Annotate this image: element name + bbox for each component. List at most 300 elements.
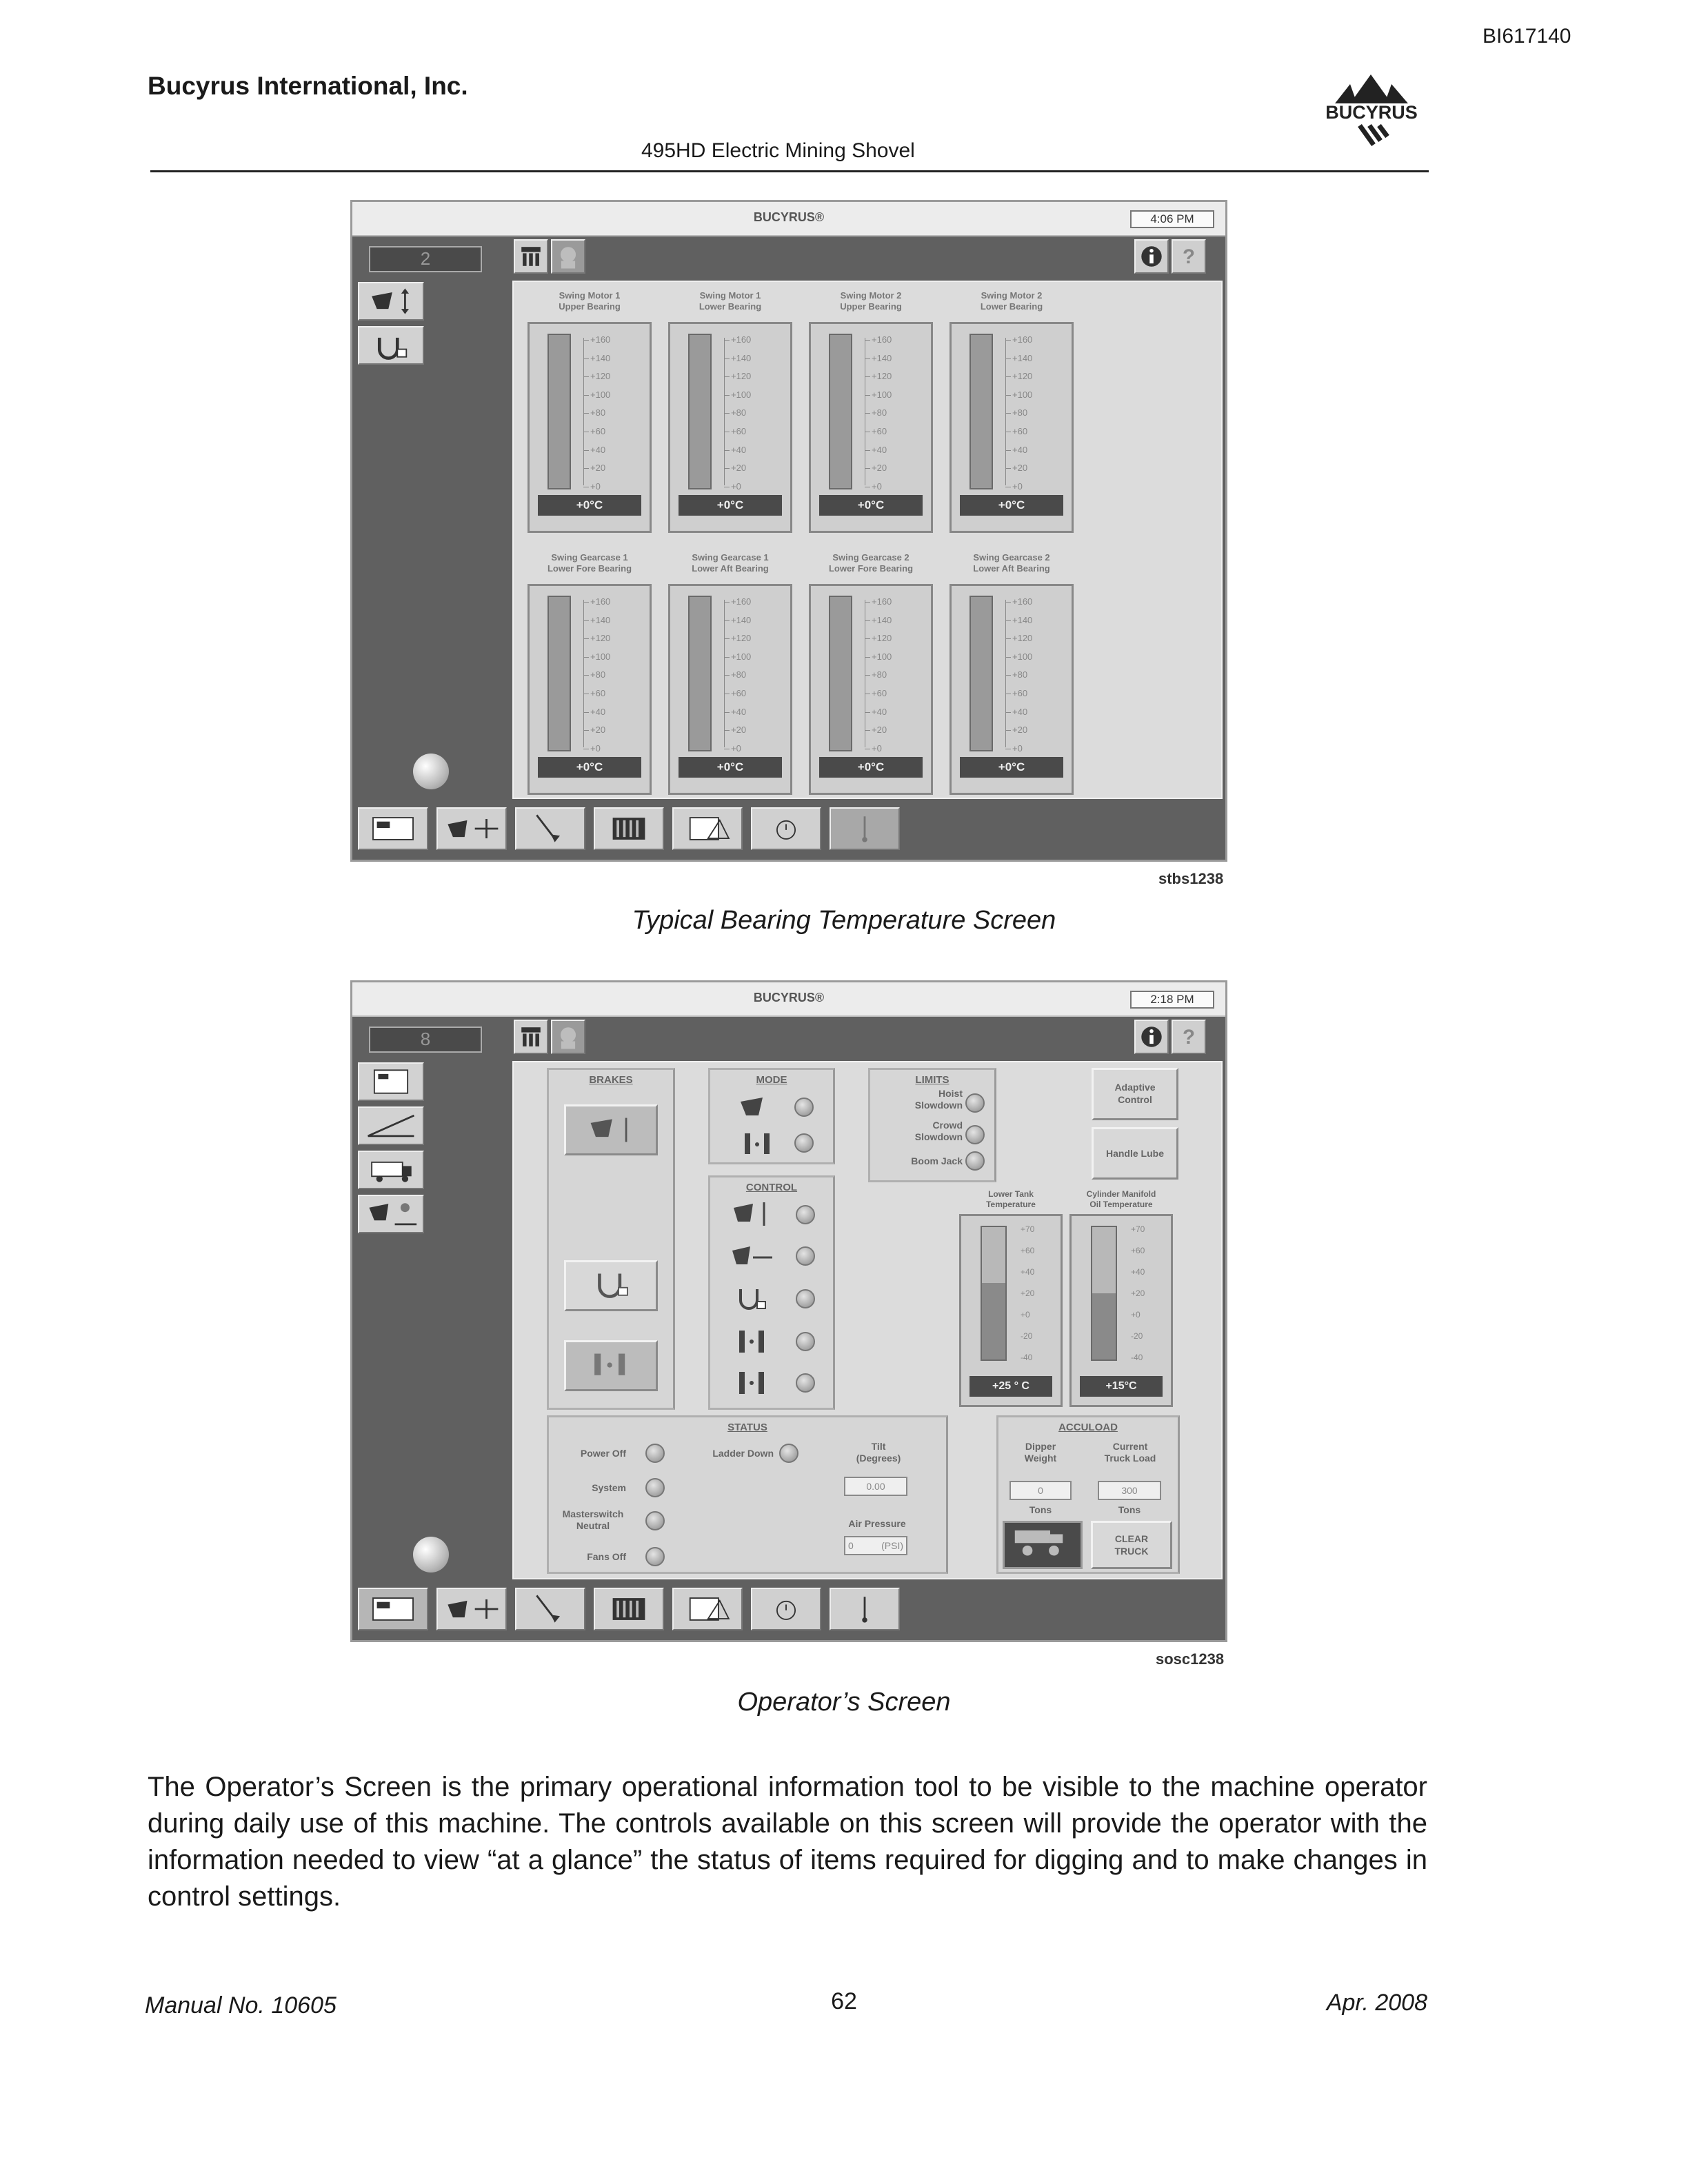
gauge-tick-label: +140 (731, 614, 752, 625)
bearing-gauge (668, 286, 792, 538)
gauge-scale-line (724, 338, 725, 485)
gauge-tick-mark (1005, 712, 1011, 713)
gauge-tick-label: +160 (731, 334, 752, 345)
trend-button[interactable] (672, 1588, 743, 1630)
gauge-tick-label: +80 (590, 407, 606, 418)
gauge-title: Swing Motor 1 Lower Bearing (699, 290, 762, 312)
gauge-tick-label: -40 (1131, 1353, 1143, 1362)
system-label: System (592, 1482, 626, 1493)
dipper-tons-label: Tons (1029, 1504, 1052, 1515)
screen-number-display: 8 (369, 1027, 482, 1053)
gauge-title: Cylinder Manifold Oil Temperature (1086, 1189, 1156, 1209)
motion-button[interactable] (436, 807, 507, 850)
bearing-gauge (668, 548, 792, 800)
air-pressure-number: 0 (848, 1540, 854, 1551)
gauge-bar (547, 596, 571, 751)
timer-button[interactable] (751, 807, 821, 850)
gauge-tick-mark (583, 638, 589, 639)
alarm-light (413, 754, 449, 789)
gauge-tick-label: +40 (590, 706, 606, 717)
operator-face-icon[interactable] (551, 239, 585, 274)
figure2-caption: Operator’s Screen (737, 1688, 951, 1717)
gauge-tick-mark (724, 468, 730, 469)
gauge-tick-label: +120 (590, 633, 611, 644)
gauge-tick-label: +20 (1012, 725, 1028, 736)
gauge-tick-label: +160 (1012, 596, 1033, 607)
gauge-tick-label: +160 (1012, 334, 1033, 345)
masterswitch-label: Masterswitch Neutral (562, 1508, 624, 1531)
gauge-scale-line (583, 338, 584, 485)
gauge-tick-mark (724, 376, 730, 377)
gauge-tick-label: -20 (1021, 1331, 1033, 1341)
gauge-tick-label: +40 (731, 444, 747, 455)
bottom-toolbar (352, 1581, 1225, 1640)
status-heading: STATUS (727, 1422, 767, 1433)
ramp-button[interactable] (358, 1106, 424, 1145)
help-button[interactable] (1172, 239, 1206, 274)
bearing-temperature-screen (350, 200, 1227, 862)
gauge-tick-label: +40 (1012, 706, 1028, 717)
limits-heading: LIMITS (915, 1074, 950, 1086)
gauge-bar (688, 596, 712, 751)
gauge-tick-label: +120 (872, 371, 892, 382)
gauge-bar (981, 1226, 1007, 1361)
gauge-tick-mark (583, 376, 589, 377)
gauge-tick-label: +20 (1131, 1288, 1145, 1298)
gauge-tick-mark (865, 730, 870, 731)
control-boom-indicator[interactable] (796, 1373, 815, 1393)
gauge-tick-mark (865, 602, 870, 603)
gauge-tick-mark (865, 468, 870, 469)
truck-button[interactable] (358, 1151, 424, 1189)
gauge-frame (668, 584, 792, 795)
gauge-title: Swing Gearcase 2 Lower Fore Bearing (828, 552, 914, 574)
gauge-tick-mark (865, 657, 870, 658)
timer-button[interactable] (751, 1588, 821, 1630)
gauge-tick-label: +140 (1012, 614, 1033, 625)
control-swing-icon (730, 1284, 774, 1315)
gauge-bar (547, 334, 571, 489)
display-button[interactable] (358, 1062, 424, 1101)
power-off-indicator (645, 1444, 665, 1463)
gauge-tick-label: +80 (872, 407, 887, 418)
status-box (547, 1415, 948, 1574)
home-button[interactable] (514, 239, 548, 274)
gauge-tick-label: +120 (731, 371, 752, 382)
gauge-tick-label: +0 (1131, 1310, 1141, 1320)
gauge-tick-label: +40 (590, 444, 606, 455)
gauge-reading: +25 ° C (969, 1376, 1052, 1397)
crowd-slowdown-label: Crowd Slowdown (914, 1120, 963, 1142)
gauge-tick-label: +0 (590, 481, 601, 492)
brake-swing-button[interactable] (564, 1260, 658, 1311)
handle-lube-button[interactable]: Handle Lube (1092, 1127, 1178, 1180)
gauge-reading: +0°C (679, 757, 782, 778)
gauge-tick-label: +0 (1012, 481, 1023, 492)
control-box (708, 1175, 835, 1410)
accuload-box (996, 1415, 1180, 1574)
clear-truck-button[interactable]: CLEAR TRUCK (1091, 1521, 1172, 1569)
body-paragraph: The Operator’s Screen is the primary operational information tool to be visible to the machine operator during daily use of this machine. The controls available on this screen will provide the operator with the information needed to view “at a glance” the status of items required for digging and to make changes in control settings. (148, 1772, 1427, 1912)
gauge-tick-label: +60 (590, 688, 606, 698)
lower-tank-temperature-gauge (959, 1189, 1063, 1410)
header-rule (150, 170, 1429, 172)
gauge-tick-label: +60 (1131, 1246, 1145, 1255)
gauge-reading: +15°C (1080, 1376, 1163, 1397)
gauge-tick-mark (865, 450, 870, 451)
gauge-tick-label: +140 (590, 352, 611, 363)
gauge-title: Swing Gearcase 2 Lower Aft Bearing (973, 552, 1050, 574)
gauge-tick-mark (583, 675, 589, 676)
gauge-tick-mark (865, 358, 870, 359)
gauge-tick-label: +100 (590, 651, 611, 662)
gauge-tick-label: +140 (872, 352, 892, 363)
ladder-down-indicator (779, 1444, 798, 1463)
bars-button[interactable] (594, 807, 664, 850)
mode-crowd-icon (735, 1128, 779, 1160)
screen-title-bar (352, 202, 1225, 236)
gauge-tick-label: +120 (1012, 371, 1033, 382)
control-boom-icon (730, 1368, 774, 1399)
gauge-tick-label: +20 (1012, 463, 1028, 474)
gauge-frame (528, 584, 652, 795)
control-swing-indicator[interactable] (796, 1289, 815, 1308)
gauge-tick-label: +70 (1131, 1224, 1145, 1234)
accuload-truck-button[interactable] (1003, 1521, 1083, 1569)
gauge-tick-label: +60 (1021, 1246, 1035, 1255)
gauge-tick-mark (1005, 657, 1011, 658)
gauge-tick-mark (1005, 358, 1011, 359)
gauge-tick-label: +100 (872, 651, 892, 662)
limits-box (868, 1068, 996, 1182)
hoist-slowdown-indicator (965, 1093, 985, 1113)
temperature-button[interactable] (830, 1588, 900, 1630)
gauge-tick-label: +40 (872, 706, 887, 717)
operator-face-icon[interactable] (551, 1020, 585, 1054)
gauge-tick-label: +100 (872, 389, 892, 400)
gauge-tick-mark (583, 620, 589, 621)
gauge-tick-label: +160 (872, 596, 892, 607)
gauge-title: Swing Motor 2 Upper Bearing (840, 290, 902, 312)
gauge-tick-mark (583, 340, 589, 341)
gauge-tick-label: +0 (731, 481, 741, 492)
gauge-tick-label: +40 (872, 444, 887, 455)
gauge-tick-mark (724, 730, 730, 731)
gauge-title: Swing Motor 2 Lower Bearing (980, 290, 1043, 312)
bearing-gauge (528, 286, 652, 538)
gauge-tick-mark (865, 675, 870, 676)
gauge-tick-mark (724, 395, 730, 396)
gauge-frame (668, 322, 792, 533)
gauge-tick-label: +20 (731, 725, 747, 736)
gauge-tick-label: +70 (1021, 1224, 1035, 1234)
gauge-tick-mark (724, 620, 730, 621)
clock-display: 4:06 PM (1130, 210, 1214, 228)
gauge-tick-label: +20 (590, 463, 606, 474)
gauge-scale-line (724, 600, 725, 747)
system-indicator (645, 1478, 665, 1497)
operator-screen-button[interactable] (358, 1588, 428, 1630)
gauge-tick-label: +140 (872, 614, 892, 625)
crowd-slowdown-indicator (965, 1125, 985, 1144)
gauge-tick-mark (1005, 675, 1011, 676)
bearing-gauge (528, 548, 652, 800)
gauge-fill (982, 1283, 1005, 1359)
gauge-tick-mark (583, 395, 589, 396)
gauge-tick-label: +60 (731, 426, 747, 436)
dipper-motion-button[interactable] (358, 1195, 424, 1233)
gauge-tick-label: +0 (590, 742, 601, 754)
gauge-tick-label: +60 (1012, 426, 1028, 436)
gauge-tick-label: +120 (731, 633, 752, 644)
gauge-tick-mark (583, 358, 589, 359)
gauge-reading: +0°C (679, 495, 782, 516)
gauge-tick-label: +80 (731, 669, 747, 680)
gauge-scale-line (1005, 600, 1006, 747)
control-crowd-indicator[interactable] (796, 1246, 815, 1266)
gauge-tick-mark (1005, 602, 1011, 603)
dipper-weight-label: Dipper Weight (1024, 1441, 1057, 1464)
mode-heading: MODE (756, 1074, 787, 1086)
truck-load-value: 300 (1098, 1481, 1161, 1500)
gauge-tick-label: +20 (872, 463, 887, 474)
gauge-title: Lower Tank Temperature (986, 1189, 1036, 1209)
gauge-tick-label: +160 (590, 596, 611, 607)
control-heading: CONTROL (745, 1182, 798, 1193)
help-button[interactable] (1172, 1020, 1206, 1054)
gauge-title: Swing Gearcase 1 Lower Aft Bearing (692, 552, 769, 574)
gauge-frame (950, 322, 1074, 533)
operator-screen (350, 980, 1227, 1642)
bearing-gauge (950, 548, 1074, 800)
gauge-bar (969, 596, 993, 751)
gauge-reading: +0°C (538, 495, 641, 516)
gauge-tick-label: +40 (1021, 1267, 1035, 1277)
boom-jack-label: Boom Jack (911, 1155, 963, 1166)
gauge-tick-label: +120 (590, 371, 611, 382)
gauge-tick-label: +140 (590, 614, 611, 625)
gauge-tick-mark (1005, 730, 1011, 731)
gauge-tick-mark (583, 730, 589, 731)
gauge-reading: +0°C (960, 757, 1063, 778)
brake-crowd-button[interactable] (564, 1340, 658, 1391)
gauge-tick-label: +40 (1012, 444, 1028, 455)
gauge-tick-label: -40 (1021, 1353, 1033, 1362)
mode-crowd-indicator[interactable] (794, 1133, 814, 1153)
motion-button[interactable] (436, 1588, 507, 1630)
gauge-tick-mark (583, 712, 589, 713)
document-id: BI617140 (1483, 25, 1571, 48)
gauge-scale-line (1005, 338, 1006, 485)
gauge-frame (959, 1214, 1063, 1407)
gauge-bar (829, 334, 852, 489)
gauge-tick-label: +100 (590, 389, 611, 400)
swing-button[interactable] (358, 326, 424, 365)
gauge-frame (1069, 1214, 1173, 1407)
gauge-tick-label: +80 (731, 407, 747, 418)
alarm-light (413, 1537, 449, 1573)
gauge-tick-label: +20 (1021, 1288, 1035, 1298)
document-subtitle: 495HD Electric Mining Shovel (641, 139, 915, 162)
gauge-scale-line (583, 600, 584, 747)
tilt-value: 0.00 (844, 1477, 907, 1496)
gauge-tick-mark (583, 413, 589, 414)
masterswitch-indicator (645, 1511, 665, 1530)
gauge-tick-label: +60 (872, 426, 887, 436)
bottom-toolbar (352, 800, 1225, 860)
logo-text: BUCYRUS (1325, 102, 1418, 123)
brake-hoist-button[interactable] (564, 1104, 658, 1155)
gauge-tick-label: +100 (731, 389, 752, 400)
gauge-tick-label: +160 (872, 334, 892, 345)
gauge-tick-mark (865, 413, 870, 414)
gauge-tick-mark (724, 358, 730, 359)
ladder-down-label: Ladder Down (712, 1448, 774, 1459)
temperature-button[interactable] (830, 807, 900, 850)
gauge-tick-mark (865, 340, 870, 341)
control-propel-icon (730, 1326, 774, 1358)
bearing-gauge (809, 286, 933, 538)
gauge-title: Swing Motor 1 Upper Bearing (559, 290, 621, 312)
gauge-tick-label: +100 (731, 651, 752, 662)
gauge-tick-mark (583, 602, 589, 603)
gauge-tick-label: +20 (872, 725, 887, 736)
control-hoist-indicator[interactable] (796, 1205, 815, 1224)
home-button[interactable] (514, 1020, 548, 1054)
gauge-frame (528, 322, 652, 533)
manual-number: Manual No. 10605 (145, 1992, 336, 2019)
bearing-gauge (950, 286, 1074, 538)
gauge-tick-mark (865, 620, 870, 621)
gauge-tick-mark (1005, 468, 1011, 469)
gauge-tick-label: +60 (872, 688, 887, 698)
bucyrus-logo (1307, 69, 1436, 149)
gauge-tick-mark (583, 468, 589, 469)
gauge-tick-mark (724, 413, 730, 414)
gauge-tick-mark (865, 638, 870, 639)
info-button[interactable] (1134, 1020, 1169, 1054)
control-panel (512, 1061, 1223, 1579)
gauge-reading: +0°C (538, 757, 641, 778)
gauge-title: Swing Gearcase 1 Lower Fore Bearing (547, 552, 632, 574)
adaptive-control-button[interactable]: Adaptive Control (1092, 1068, 1178, 1120)
gauge-tick-label: +80 (590, 669, 606, 680)
gauge-bar (1091, 1226, 1117, 1361)
air-pressure-value (844, 1536, 907, 1555)
air-pressure-unit: (PSI) (881, 1540, 903, 1551)
gauge-tick-label: -20 (1131, 1331, 1143, 1341)
gauge-tick-label: +120 (872, 633, 892, 644)
gauge-bar (688, 334, 712, 489)
gauge-frame (950, 584, 1074, 795)
gauge-tick-label: +140 (1012, 352, 1033, 363)
boom-button[interactable] (515, 807, 585, 850)
gauge-tick-mark (724, 638, 730, 639)
gauge-tick-mark (1005, 620, 1011, 621)
gauge-tick-label: +100 (1012, 651, 1033, 662)
operator-screen-button[interactable] (358, 807, 428, 850)
gauge-tick-label: +60 (731, 688, 747, 698)
info-button[interactable] (1134, 239, 1169, 274)
gauge-fill (1092, 1293, 1116, 1359)
accuload-heading: ACCULOAD (1058, 1422, 1118, 1433)
screen-brand: BUCYRUS® (753, 991, 825, 1004)
gauge-tick-label: +140 (731, 352, 752, 363)
gauge-tick-label: +40 (731, 706, 747, 717)
gauge-tick-label: +40 (1131, 1267, 1145, 1277)
bearing-gauge (809, 548, 933, 800)
gauge-tick-mark (724, 712, 730, 713)
mode-box (708, 1068, 835, 1164)
screen-title-bar (352, 982, 1225, 1017)
figure1-ref: stbs1238 (1158, 870, 1224, 887)
gauge-tick-label: +0 (731, 742, 741, 754)
gauge-tick-mark (1005, 450, 1011, 451)
gauge-tick-mark (865, 712, 870, 713)
gauge-tick-label: +160 (590, 334, 611, 345)
dipper-weight-value: 0 (1009, 1481, 1072, 1500)
gauge-tick-label: +0 (1012, 742, 1023, 754)
gauge-tick-label: +80 (1012, 407, 1028, 418)
boom-button[interactable] (515, 1588, 585, 1630)
gauge-tick-mark (1005, 638, 1011, 639)
gauge-reading: +0°C (819, 495, 923, 516)
fans-off-label: Fans Off (587, 1551, 626, 1562)
gauge-tick-mark (1005, 340, 1011, 341)
gauge-tick-label: +60 (590, 426, 606, 436)
gauge-tick-label: +100 (1012, 389, 1033, 400)
gauge-tick-mark (724, 340, 730, 341)
truck-tons-label: Tons (1118, 1504, 1141, 1515)
fans-off-indicator (645, 1547, 665, 1566)
mode-dig-indicator[interactable] (794, 1098, 814, 1117)
dipper-hoist-button[interactable] (358, 282, 424, 321)
hoist-slowdown-label: Hoist Slowdown (914, 1088, 963, 1111)
gauge-tick-label: +20 (731, 463, 747, 474)
gauge-frame (809, 322, 933, 533)
gauge-tick-label: +0 (1021, 1310, 1030, 1320)
gauge-tick-mark (583, 657, 589, 658)
gauge-frame (809, 584, 933, 795)
brakes-heading: BRAKES (589, 1074, 633, 1086)
gauge-tick-mark (724, 657, 730, 658)
gauge-tick-label: +0 (872, 481, 882, 492)
gauge-tick-mark (1005, 395, 1011, 396)
control-propel-indicator[interactable] (796, 1332, 815, 1351)
gauge-tick-mark (865, 376, 870, 377)
gauge-tick-mark (724, 450, 730, 451)
gauge-tick-label: +0 (872, 742, 882, 754)
gauge-tick-mark (724, 602, 730, 603)
current-truck-load-label: Current Truck Load (1104, 1441, 1156, 1464)
control-crowd-icon (730, 1241, 774, 1273)
cylinder-manifold-temperature-gauge (1069, 1189, 1173, 1410)
screen-number-display: 2 (369, 246, 482, 272)
boom-jack-indicator (965, 1151, 985, 1171)
company-name: Bucyrus International, Inc. (148, 72, 468, 100)
trend-button[interactable] (672, 807, 743, 850)
gauge-bar (969, 334, 993, 489)
mode-dig-icon (735, 1091, 779, 1122)
page-number: 62 (831, 1988, 857, 2014)
svg-text:?: ? (1183, 245, 1195, 269)
gauge-tick-label: +80 (1012, 669, 1028, 680)
gauge-tick-mark (724, 675, 730, 676)
clock-display: 2:18 PM (1130, 991, 1214, 1009)
bars-button[interactable] (594, 1588, 664, 1630)
figure1-caption: Typical Bearing Temperature Screen (632, 906, 1056, 935)
control-hoist-icon (730, 1198, 774, 1230)
